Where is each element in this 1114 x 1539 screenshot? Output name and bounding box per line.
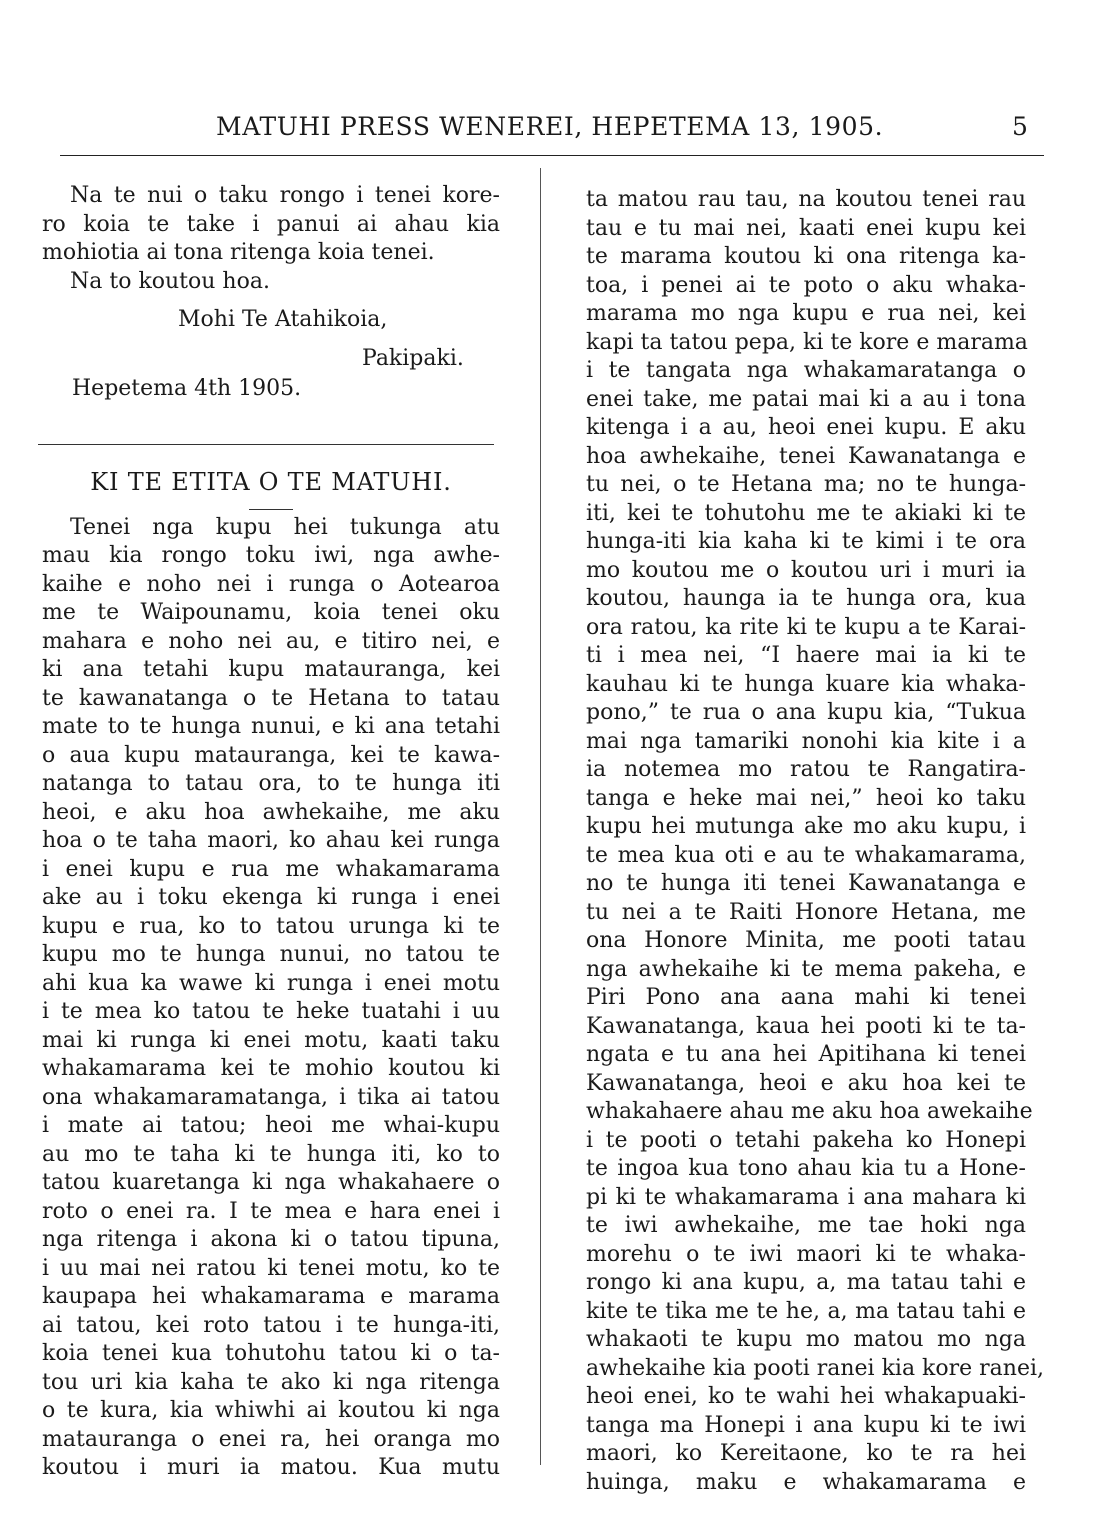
article-line: hunga-iti kia kaha ki te kimi i te ora bbox=[586, 529, 1026, 554]
article-line: i te tangata nga whakamaratanga o bbox=[586, 358, 1026, 383]
article-line: kaihe e noho nei i runga o Aotearoa bbox=[42, 571, 500, 597]
article-line: heoi, e aku hoa awhekaihe, me aku bbox=[42, 799, 500, 825]
article-line: i enei kupu e rua me whakamarama bbox=[42, 856, 500, 882]
article-line: whakahaere ahau me aku hoa awekaihe bbox=[586, 1099, 1033, 1124]
article-line: kapi ta tatou pepa, ki te kore e marama bbox=[586, 329, 1028, 355]
article-line: ti i mea nei, “I haere mai ia ki te bbox=[586, 643, 1026, 668]
article-line: pi ki te whakamarama i ana mahara ki bbox=[586, 1184, 1026, 1210]
article-line: tu nei, o te Hetana ma; no te hunga- bbox=[586, 472, 1026, 497]
article-line: huinga, maku e whakamarama e bbox=[586, 1469, 1026, 1495]
article-line: ora ratou, ka rite ki te kupu a te Karai- bbox=[586, 614, 1026, 640]
article-line: nga ritenga i akona ki o tatou tipuna, bbox=[42, 1227, 500, 1252]
letter-line: Na te nui o taku rongo i tenei kore- bbox=[70, 183, 500, 208]
article-line: te mea kua oti e au te whakamarama, bbox=[586, 842, 1026, 868]
article-line: tatou kuaretanga ki nga whakahaere o bbox=[42, 1170, 500, 1195]
letter-body bbox=[42, 182, 500, 296]
article-line: mate to te hunga nunui, e ki ana tetahi bbox=[42, 714, 500, 739]
article-line: natanga to tatau ora, to te hunga iti bbox=[42, 771, 500, 796]
article-line: mahara e noho nei au, e titiro nei, e bbox=[42, 628, 500, 654]
article-line: koutou i muri ia matou. Kua mutu bbox=[42, 1455, 500, 1480]
article-line: morehu o te iwi maori ki te whaka- bbox=[586, 1241, 1026, 1267]
article-line: kite te tika me te he, a, ma tatau tahi e bbox=[586, 1298, 1026, 1324]
article-line: ona whakamaramatanga, i tika ai tatou bbox=[42, 1084, 500, 1110]
article-line: Piri Pono ana aana mahi ki tenei bbox=[586, 985, 1026, 1010]
article-line: enei take, me patai mai ki a au i tona bbox=[586, 386, 1026, 412]
article-line: matauranga o enei ra, hei oranga mo bbox=[42, 1426, 500, 1452]
article-line: te iwi awhekaihe, me tae hoki nga bbox=[586, 1213, 1026, 1238]
article-line: me te Waipounamu, koia tenei oku bbox=[42, 600, 500, 625]
letter-line: ro koia te take i panui ai ahau kia bbox=[42, 211, 500, 237]
article-line: i uu mai nei ratou ki tenei motu, ko te bbox=[42, 1255, 500, 1281]
section-divider bbox=[38, 444, 494, 445]
article-line: whakaoti te kupu mo matou mo nga bbox=[586, 1327, 1026, 1352]
article-line: mai ki runga ki enei motu, kaati taku bbox=[42, 1027, 500, 1053]
article-line: tanga ma Honepi i ana kupu ki te iwi bbox=[586, 1412, 1026, 1438]
page-number: 5 bbox=[1012, 112, 1028, 141]
article-line: kupu mo te hunga nunui, no tatou te bbox=[42, 942, 500, 967]
article-line: te ingoa kua tono ahau kia tu a Hone- bbox=[586, 1156, 1026, 1181]
left-column bbox=[42, 182, 500, 1483]
article-line: koia tenei kua tohutohu tatou ki o ta- bbox=[42, 1341, 500, 1366]
article-line: ngata e tu ana hei Apitihana ki tenei bbox=[586, 1042, 1026, 1067]
letter-closing: Na to koutou hoa. bbox=[70, 268, 270, 294]
article-line: hoa awhekaihe, tenei Kawanatanga e bbox=[586, 443, 1026, 469]
article-line: mau kia rongo toku iwi, nga awhe- bbox=[42, 543, 500, 568]
letter-line: mohiotia ai tona ritenga koia tenei. bbox=[42, 240, 435, 265]
article-line: te kawanatanga o te Hetana to tatau bbox=[42, 685, 500, 711]
article-line: kaupapa hei whakamarama e marama bbox=[42, 1284, 500, 1309]
article-line: no te hunga iti tenei Kawanatanga e bbox=[586, 871, 1026, 896]
article-line: ai tatou, kei roto tatou i te hunga-iti, bbox=[42, 1312, 500, 1338]
article-line: mo koutou me o koutou uri i muri ia bbox=[586, 557, 1026, 583]
article-line: o te kura, kia whiwhi ai koutou ki nga bbox=[42, 1398, 500, 1423]
article-line: koutou, haunga ia te hunga ora, kua bbox=[586, 586, 1026, 611]
article-line: tau e tu mai nei, kaati enei kupu kei bbox=[586, 215, 1026, 241]
signature-name: Mohi Te Atahikoia, bbox=[178, 307, 388, 332]
article-line: i te pooti o tetahi pakeha ko Honepi bbox=[586, 1127, 1026, 1153]
article-line: i te mea ko tatou te heke tuatahi i uu bbox=[42, 999, 500, 1024]
article-line: iti, kei te tohutohu me te akiaki ki te bbox=[586, 500, 1026, 526]
article-line: Kawanatanga, kaua hei pooti ki te ta- bbox=[586, 1013, 1026, 1039]
letter-date: Hepetema 4th 1905. bbox=[72, 376, 302, 401]
article-line: tu nei a te Raiti Honore Hetana, me bbox=[586, 899, 1026, 925]
running-header-title: MATUHI PRESS WENEREI, HEPETEMA 13, 1905. bbox=[216, 112, 884, 141]
article-line: te marama koutou ki ona ritenga ka- bbox=[586, 244, 1026, 269]
column-divider bbox=[540, 168, 541, 1465]
article-line: o aua kupu matauranga, kei te kawa- bbox=[42, 742, 500, 768]
article-line: mai nga tamariki nonohi kia kite i a bbox=[586, 728, 1026, 754]
article-line: awhekaihe kia pooti ranei kia kore ranei, bbox=[586, 1355, 1045, 1381]
title-dash bbox=[249, 509, 293, 510]
article-line: au mo te taha ki te hunga iti, ko to bbox=[42, 1141, 500, 1167]
article-line: ta matou rau tau, na koutou tenei rau bbox=[586, 187, 1026, 212]
article-line: kupu e rua, ko to tatou urunga ki te bbox=[42, 913, 500, 939]
article-line: whakamarama kei te mohio koutou ki bbox=[42, 1056, 500, 1081]
article-line: tanga e heke mai nei,” heoi ko taku bbox=[586, 785, 1026, 811]
article-line: roto o enei ra. I te mea e hara enei i bbox=[42, 1198, 500, 1224]
article-line: ki ana tetahi kupu matauranga, kei bbox=[42, 657, 500, 682]
article-line: kupu hei mutunga ake mo aku kupu, i bbox=[586, 814, 1026, 839]
article-line: ahi kua ka wawe ki runga i enei motu bbox=[42, 970, 500, 996]
article-body-left bbox=[42, 514, 500, 1483]
signature-place: Pakipaki. bbox=[362, 345, 464, 371]
article-line: kitenga i a au, heoi enei kupu. E aku bbox=[586, 415, 1026, 440]
article-line: hoa o te taha maori, ko ahau kei runga bbox=[42, 828, 500, 853]
article-line: Kawanatanga, heoi e aku hoa kei te bbox=[586, 1070, 1026, 1096]
article-line: ia notemea mo ratou te Rangatira- bbox=[586, 757, 1026, 782]
article-title: KI TE ETITA O TE MATUHI. bbox=[90, 467, 452, 496]
header-rule bbox=[60, 155, 1044, 156]
right-column bbox=[586, 186, 1045, 1497]
article-line: ake au i toku ekenga ki runga i enei bbox=[42, 885, 500, 910]
article-line: toa, i penei ai te poto o aku whaka- bbox=[586, 272, 1026, 298]
article-line: heoi enei, ko te wahi hei whakapuaki- bbox=[586, 1384, 1026, 1409]
article-line: maori, ko Kereitaone, ko te ra hei bbox=[586, 1441, 1026, 1466]
article-line: i mate ai tatou; heoi me whai-kupu bbox=[42, 1113, 500, 1138]
article-line: marama mo nga kupu e rua nei, kei bbox=[586, 301, 1026, 326]
article-line: rongo ki ana kupu, a, ma tatau tahi e bbox=[586, 1270, 1026, 1295]
article-line: kauhau ki te hunga kuare kia whaka- bbox=[586, 671, 1026, 697]
article-line: nga awhekaihe ki te mema pakeha, e bbox=[586, 956, 1026, 982]
article-line: ona Honore Minita, me pooti tatau bbox=[586, 928, 1026, 953]
article-line: pono,” te rua o ana kupu kia, “Tukua bbox=[586, 700, 1026, 725]
page-header bbox=[0, 112, 1114, 152]
article-line: tou uri kia kaha te ako ki nga ritenga bbox=[42, 1369, 500, 1395]
article-line: Tenei nga kupu hei tukunga atu bbox=[70, 514, 500, 540]
